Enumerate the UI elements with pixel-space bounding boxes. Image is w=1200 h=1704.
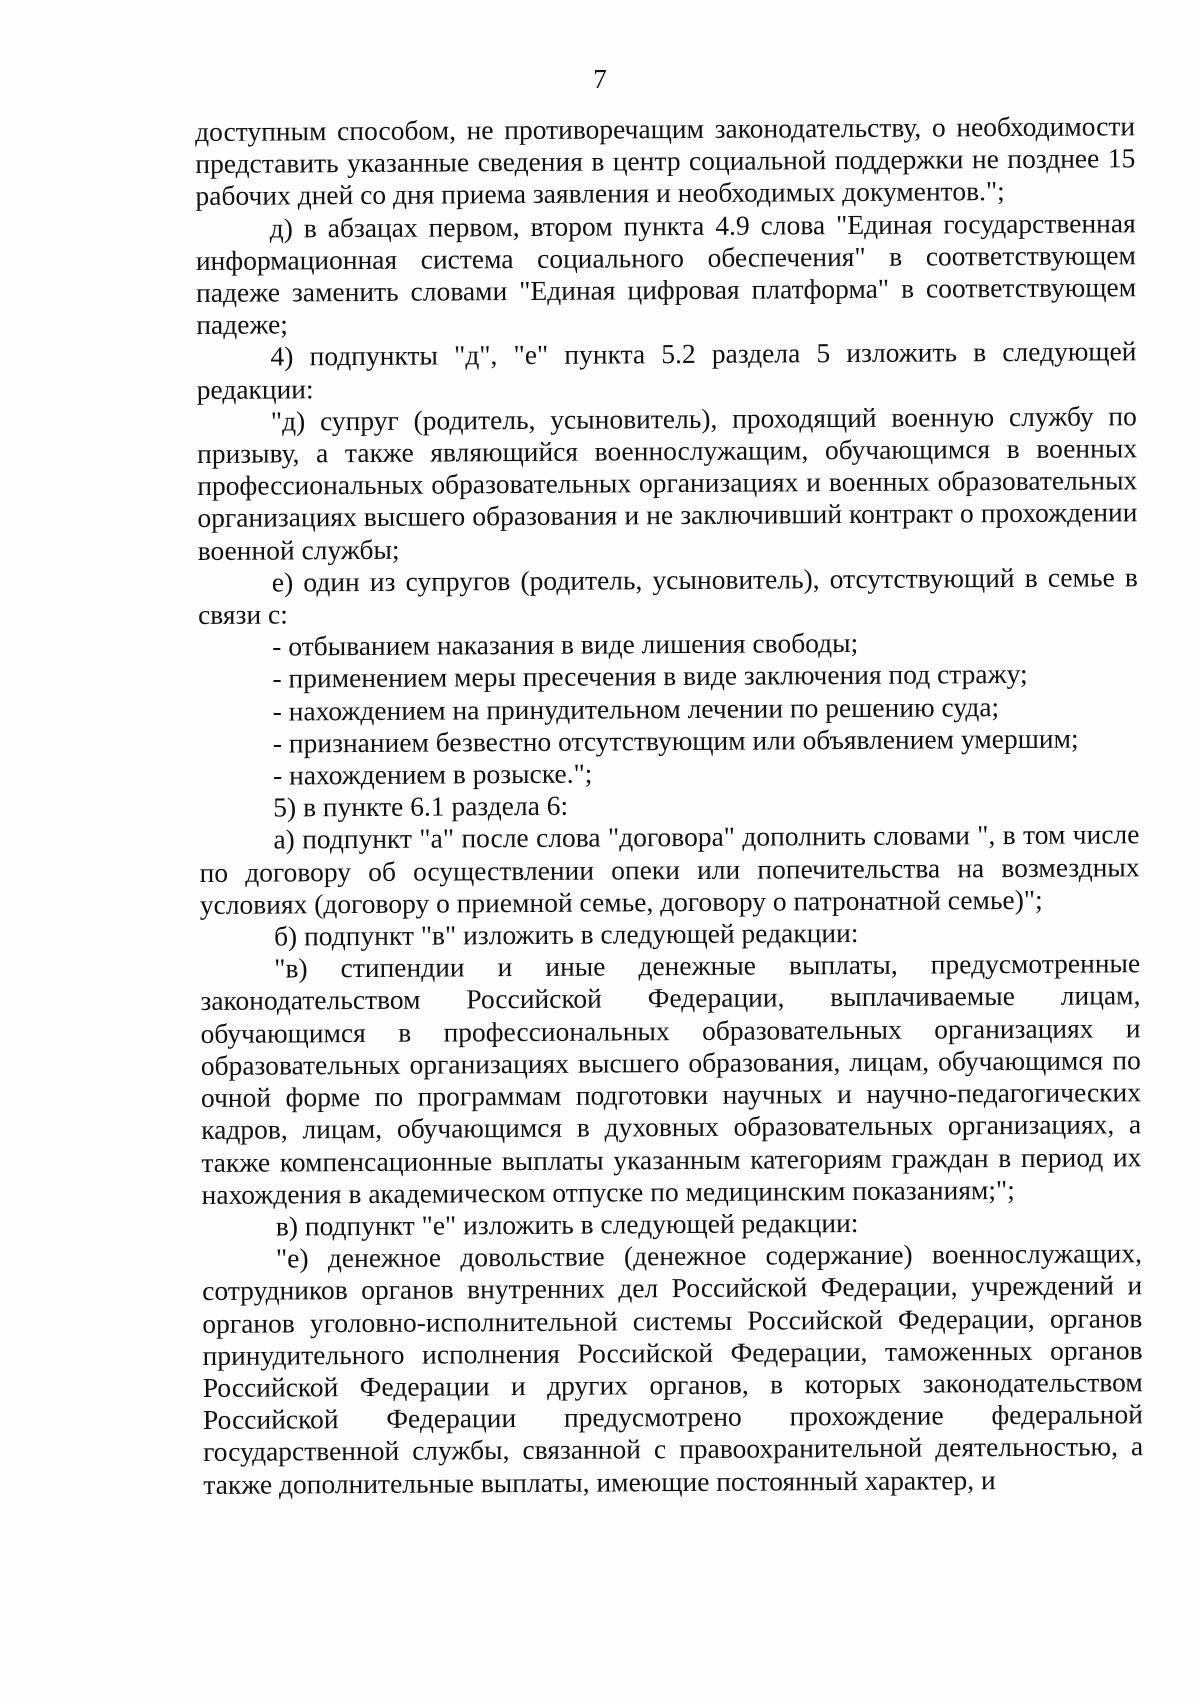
- paragraph-subitem-d: "д) супруг (родитель, усыновитель), проходящий военную службу по призыву, а также являющийся военнослужащим, обучающимся в военных профессиональных образовательных организациях и военных образовательных организациях высшего образования и не заключивший контракт о прохождении военной службы;: [196, 400, 1138, 566]
- document-body: [195, 110, 1143, 1500]
- paragraph-quote-v: "в) стипендии и иные денежные выплаты, предусмотренные законодательством Российской Федерации, выплачиваемые лицам, обучающимся в профессиональных образовательных организациях и образовательных организациях высшего образования, лицам, обучающимся по очной форме по программам подготовки научных и научно-педагогических кадров, лицам, обучающимся в духовных образовательных организациях, а также компенсационные выплаты указанным категориям граждан в период их нахождения в академическом отпуске по медицинским показаниям;";: [200, 947, 1142, 1210]
- list-item: - применением меры пресечения в виде заключения под стражу;: [272, 658, 1028, 694]
- paragraph-item-5: 5) в пункте 6.1 раздела 6:: [273, 789, 569, 823]
- paragraph-quote-e: "е) денежное довольствие (денежное содержание) военнослужащих, сотрудников органов внутренних дел Российской Федерации, учреждений и органов уголовно-исполнительной системы Российской Федерации, органов принудительного исполнения Российской Федерации, таможенных органов Российской Федерации и других органов, в которых законодательством Российской Федерации предусмотрено прохождение федеральной государственной службы, связанной с правоохранительной деятельностью, а также дополнительные выплаты, имеющие постоянный характер, и: [202, 1237, 1144, 1500]
- paragraph-subitem-b: б) подпункт "в" изложить в следующей редакции:: [273, 917, 859, 952]
- paragraph-continuation: доступным способом, не противоречащим законодательству, о необходимости представить указанные сведения в центр социальной поддержки не позднее 15 рабочих дней со дня приема заявления и необходимых документов.";: [195, 110, 1136, 212]
- list-item: - отбыванием наказания в виде лишения свободы;: [272, 627, 859, 662]
- paragraph-item-d-4-9: д) в абзацах первом, втором пункта 4.9 слова "Единая государственная информационная система социального обеспечения" в соответствующем падеже заменить словами "Единая цифровая платформа" в соответствующем падеже;: [195, 206, 1137, 341]
- paragraph-item-4: 4) подпункты "д", "е" пункта 5.2 раздела 5 изложить в следующей редакции:: [196, 335, 1137, 405]
- page-number: 7: [593, 64, 607, 94]
- paragraph-subitem-e: е) один из супругов (родитель, усыновитель), отсутствующий в семье в связи с:: [197, 561, 1138, 631]
- list-item: - нахождением в розыске.";: [272, 757, 593, 791]
- list-item: - нахождением на принудительном лечении по решению суда;: [272, 690, 1000, 727]
- paragraph-subitem-a: а) подпункт "а" после слова "договора" дополнить словами ", в том числе по договору об осуществлении опеки или попечительства на возмездных условиях (договору о приемной семье, договору о патронатной семье)";: [199, 818, 1140, 920]
- paragraph-subitem-v: в) подпункт "е" изложить в следующей редакции:: [275, 1206, 859, 1242]
- list-item: - признанием безвестно отсутствующим или объявлением умершим;: [272, 722, 1079, 759]
